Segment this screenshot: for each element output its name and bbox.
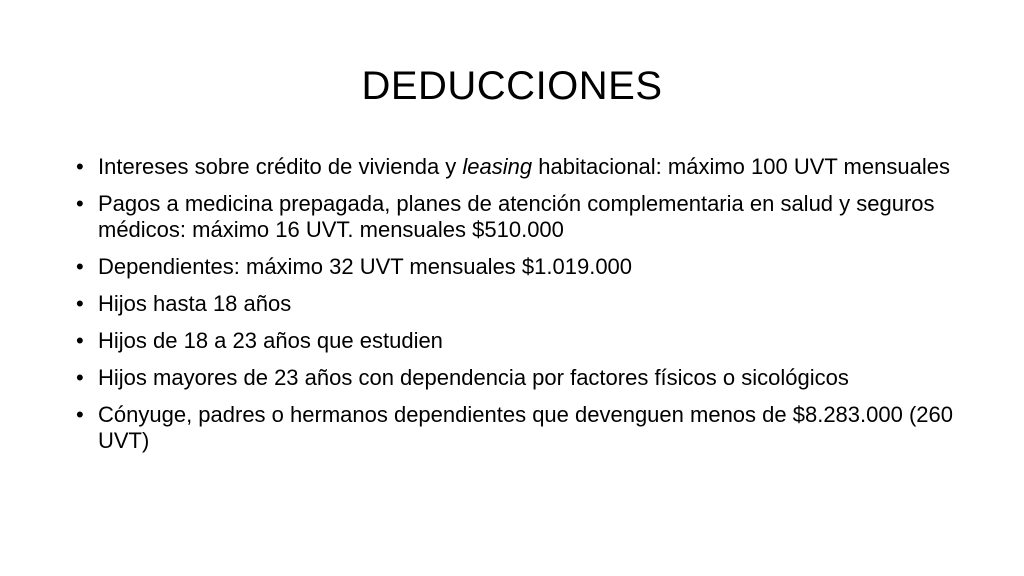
slide-title: DEDUCCIONES <box>361 64 663 108</box>
bullet-icon: • <box>76 291 84 316</box>
italic-term: leasing <box>462 154 533 179</box>
bullet-text: Hijos de 18 a 23 años que estudien <box>98 328 443 353</box>
bullet-icon: • <box>76 402 84 427</box>
bullet-icon: • <box>76 365 84 390</box>
bullet-text: Intereses sobre crédito de vivienda y leasing habitacional: máximo 100 UVT mensuales <box>98 154 950 179</box>
bullet-icon: • <box>76 328 84 353</box>
bullet-item-dependents <box>72 254 962 280</box>
bullet-item-children-under-18 <box>72 291 962 317</box>
bullet-item-prepaid-medicine <box>72 191 962 243</box>
bullet-icon: • <box>76 254 84 279</box>
bullet-icon: • <box>76 191 84 216</box>
bullet-list <box>72 154 962 465</box>
bullet-item-children-students <box>72 328 962 354</box>
bullet-text: Hijos mayores de 23 años con dependencia por factores físicos o sicológicos <box>98 365 849 390</box>
bullet-text: Pagos a medicina prepagada, planes de atención complementaria en salud y seguros médicos: máximo 16 UVT. mensuales $510.000 <box>98 191 935 242</box>
bullet-text: Cónyuge, padres o hermanos dependientes que devenguen menos de $8.283.000 (260 UVT) <box>98 402 953 453</box>
bullet-item-children-over-23 <box>72 365 962 391</box>
bullet-item-interest <box>72 154 962 180</box>
bullet-icon: • <box>76 154 84 179</box>
bullet-item-spouse-relatives <box>72 402 962 454</box>
bullet-text: Dependientes: máximo 32 UVT mensuales $1.019.000 <box>98 254 633 279</box>
bullet-text: Hijos hasta 18 años <box>98 291 292 316</box>
